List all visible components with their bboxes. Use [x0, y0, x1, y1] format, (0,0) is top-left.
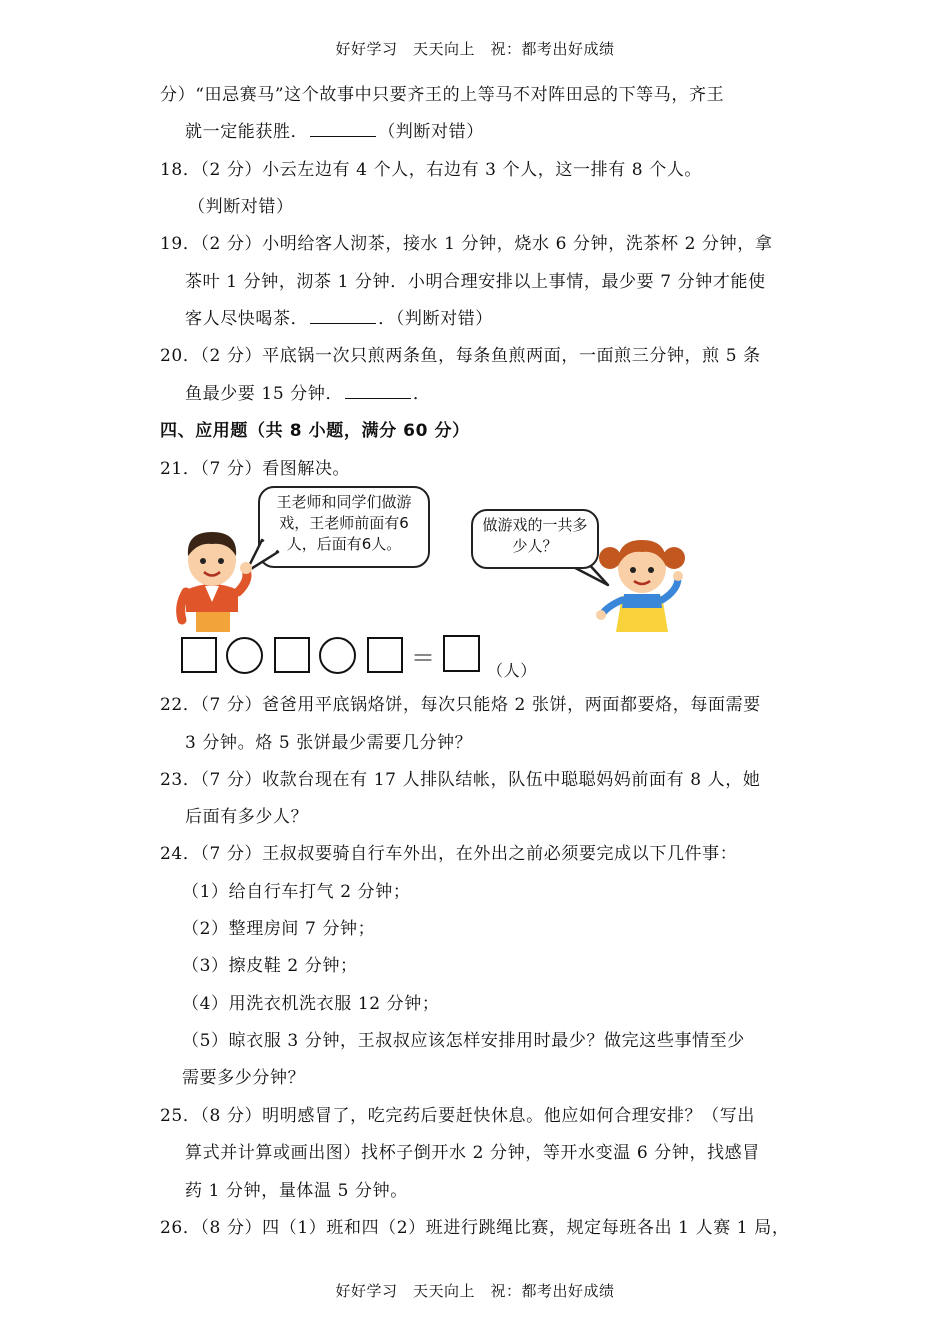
q24-item: （2）整理房间 7 分钟；: [182, 919, 376, 939]
answer-square-result[interactable]: [443, 635, 480, 672]
speech-bubble-girl: 做游戏的一共多少人？: [471, 509, 599, 569]
q17-line1: 分）“田忌赛马”这个故事中只要齐王的上等马不对阵田忌的下等马，齐王: [160, 85, 725, 105]
q24-line-last: 需要多少分钟？: [182, 1068, 306, 1088]
q20-line2: 鱼最少要 15 分钟． ．: [185, 384, 431, 404]
answer-square-3[interactable]: [367, 637, 403, 673]
operator-circle-2[interactable]: [319, 637, 356, 674]
q23-line1: 23．（7 分）收款台现在有 17 人排队结帐，队伍中聪聪妈妈前面有 8 人，她: [160, 770, 761, 790]
page-footer: 好好学习 天天向上 祝：都考出好成绩: [335, 1282, 615, 1300]
q24-line1: 24．（7 分）王叔叔要骑自行车外出，在外出之前必须要完成以下几件事：: [160, 844, 738, 864]
q24-item: （3）擦皮鞋 2 分钟；: [182, 956, 358, 976]
q21-line1: 21．（7 分）看图解决。: [160, 459, 351, 479]
q24-item: （5）晾衣服 3 分钟，王叔叔应该怎样安排用时最少？做完这些事情至少: [182, 1031, 745, 1051]
answer-square-2[interactable]: [274, 637, 310, 673]
q18-line1: 18．（2 分）小云左边有 4 个人，右边有 3 个人，这一排有 8 个人。: [160, 160, 703, 180]
section-title: 四、应用题（共 8 小题，满分 60 分）: [160, 421, 470, 441]
q26-line1: 26．（8 分）四（1）班和四（2）班进行跳绳比赛，规定每班各出 1 人赛 1 局，: [160, 1218, 790, 1238]
q25-line1: 25．（8 分）明明感冒了，吃完药后要赶快休息。他应如何合理安排？（写出: [160, 1106, 755, 1126]
speech-bubble-boy: 王老师和同学们做游戏，王老师前面有6人，后面有6人。: [258, 486, 430, 568]
q18-line2: （判断对错）: [188, 197, 294, 217]
q19-line2: 茶叶 1 分钟，沏茶 1 分钟．小明合理安排以上事情，最少要 7 分钟才能使: [185, 272, 766, 292]
q23-line2: 后面有多少人？: [185, 807, 309, 827]
q25-line3: 药 1 分钟，量体温 5 分钟。: [185, 1181, 408, 1201]
girl-icon: [594, 534, 690, 634]
q17-line2: 就一定能获胜． （判断对错）: [185, 122, 484, 142]
q19-line1: 19．（2 分）小明给客人沏茶，接水 1 分钟，烧水 6 分钟，洗茶杯 2 分钟，拿: [160, 234, 773, 254]
q24-item: （1）给自行车打气 2 分钟；: [182, 882, 411, 902]
q22-line1: 22．（7 分）爸爸用平底锅烙饼，每次只能烙 2 张饼，两面都要烙，每面需要: [160, 695, 761, 715]
q20-line1: 20．（2 分）平底锅一次只煎两条鱼，每条鱼煎两面，一面煎三分钟，煎 5 条: [160, 346, 761, 366]
q19-line3: 客人尽快喝茶． ．（判断对错）: [185, 309, 493, 329]
equals-sign: ＝: [411, 644, 435, 672]
q22-line2: 3 分钟。烙 5 张饼最少需要几分钟？: [185, 733, 473, 753]
page-header: 好好学习 天天向上 祝：都考出好成绩: [335, 40, 615, 58]
operator-circle-1[interactable]: [226, 637, 263, 674]
q24-item: （4）用洗衣机洗衣服 12 分钟；: [182, 994, 440, 1014]
q25-line2: 算式并计算或画出图）找杯子倒开水 2 分钟，等开水变温 6 分钟，找感冒: [185, 1143, 760, 1163]
answer-square-1[interactable]: [181, 637, 217, 673]
boy-icon: [172, 528, 256, 634]
unit-label: （人）: [487, 661, 537, 680]
